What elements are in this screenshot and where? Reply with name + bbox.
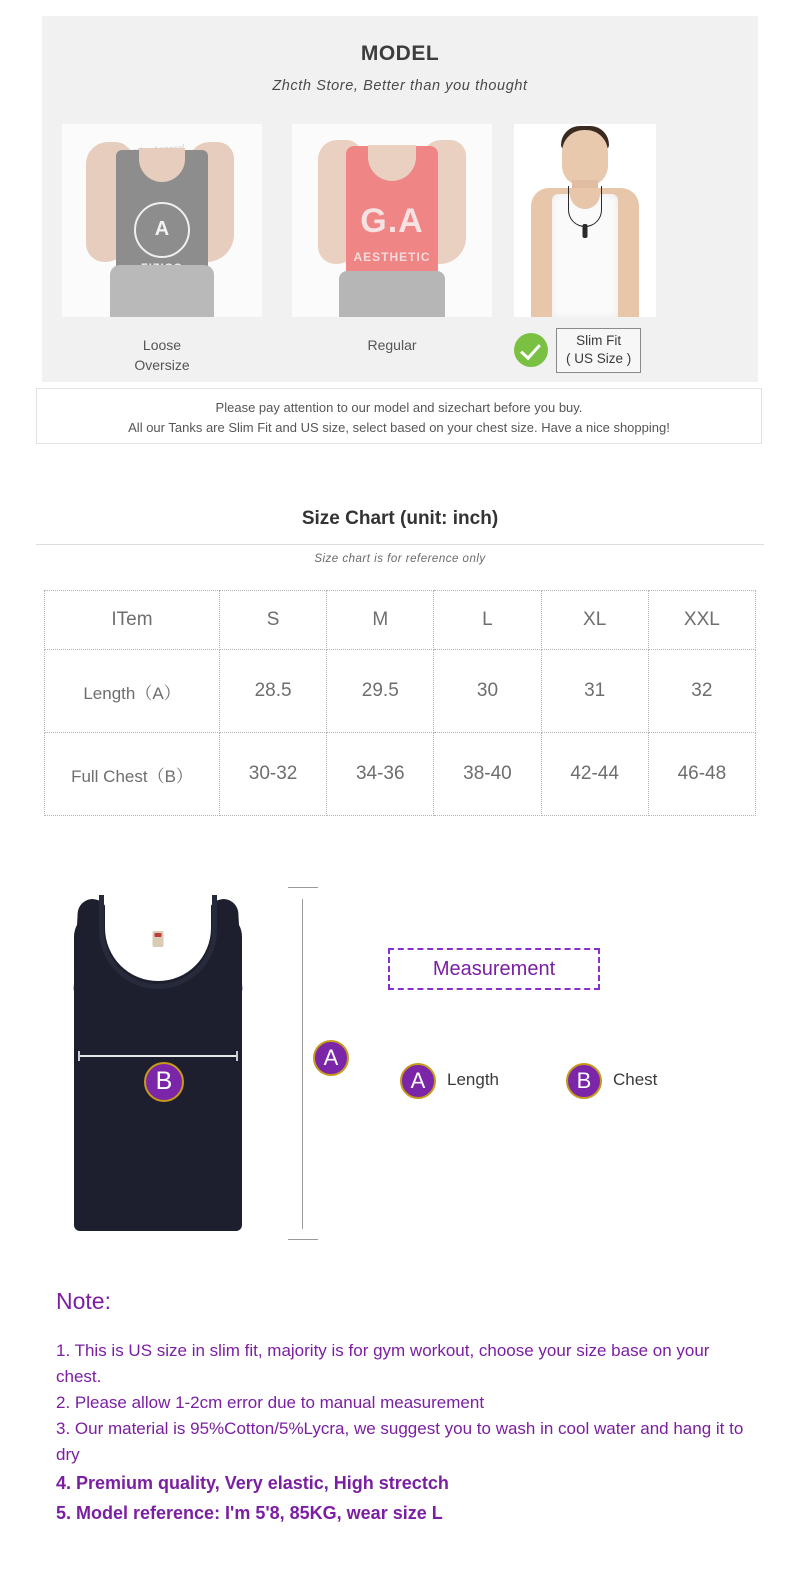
- chest-s: 30-32: [220, 733, 327, 816]
- table-row: [45, 733, 756, 816]
- table-row: [45, 650, 756, 733]
- model-subtitle: Zhcth Store, Better than you thought: [272, 78, 528, 94]
- regular-model-photo: [292, 124, 492, 317]
- chest-m: 34-36: [327, 733, 434, 816]
- row-label-chest: Full Chest（B）: [45, 733, 220, 816]
- notes-list: [56, 1338, 756, 1528]
- legend-marker-b: B: [566, 1063, 602, 1099]
- table-header-item: ITem: [45, 591, 220, 650]
- tank-top-illustration: [62, 889, 254, 1234]
- slim-fit-label-line1: Slim Fit: [576, 332, 622, 348]
- length-l: 30: [434, 650, 541, 733]
- loose-caption-line2: Oversize: [134, 357, 190, 373]
- loose-model-photo: [62, 124, 262, 317]
- marker-a-length: A: [313, 1040, 349, 1076]
- legend-label-length: Length: [447, 1070, 499, 1089]
- size-chart-title: Size Chart (unit: inch): [301, 508, 499, 529]
- regular-caption-line1: Regular: [367, 337, 417, 353]
- length-m: 29.5: [327, 650, 434, 733]
- marker-b-chest: B: [144, 1062, 184, 1102]
- figure-pants: [110, 265, 214, 317]
- row-label-length: Length（A）: [45, 650, 220, 733]
- slim-model-photo: [514, 124, 656, 317]
- check-icon: [514, 333, 548, 367]
- legend-label-chest: Chest: [613, 1070, 658, 1089]
- table-header-xl: XL: [541, 591, 648, 650]
- size-chart-subtitle: Size chart is for reference only: [314, 553, 486, 565]
- loose-caption-line1: Loose: [142, 337, 182, 353]
- table-header-l: L: [434, 591, 541, 650]
- garment-emblem-icon: A: [134, 202, 190, 258]
- chest-xxl: 46-48: [648, 733, 755, 816]
- measurement-diagram: [0, 875, 800, 1265]
- slim-fit-label-line2: ( US Size ): [566, 350, 632, 366]
- table-header-s: S: [220, 591, 327, 650]
- brand-tag-icon: [153, 931, 164, 947]
- fit-option-slim[interactable]: [514, 124, 656, 317]
- length-measure-line: [302, 899, 303, 1229]
- legend-marker-a: A: [400, 1063, 436, 1099]
- chest-xl: 42-44: [541, 733, 648, 816]
- fit-option-regular[interactable]: [292, 124, 492, 355]
- note-item: 1. This is US size in slim fit, majority is for gym workout, choose your size base on your chest.: [56, 1341, 710, 1386]
- pendant-icon: [583, 224, 588, 238]
- regular-caption: [292, 335, 492, 355]
- note-item: 2. Please allow 1-2cm error due to manual measurement: [56, 1393, 485, 1412]
- notice-line-1: Please pay attention to our model and sizechart before you buy.: [215, 400, 583, 415]
- notice-line-2: All our Tanks are Slim Fit and US size, select based on your chest size. Have a nice shopping!: [128, 420, 670, 435]
- notice-box: [36, 388, 762, 444]
- notes-heading: Note:: [56, 1288, 111, 1314]
- note-item: 3. Our material is 95%Cotton/5%Lycra, we suggest you to wash in cool water and hang it to dry: [56, 1419, 744, 1464]
- model-title: MODEL: [360, 42, 440, 65]
- size-chart-table: [44, 590, 756, 816]
- garment-logo-text: G.A: [360, 202, 424, 240]
- measurement-box-label: Measurement: [388, 948, 600, 990]
- garment-logo-subtext: AESTHETIC: [353, 250, 431, 264]
- table-header-xxl: XXL: [648, 591, 755, 650]
- figure-pants: [339, 271, 445, 317]
- note-item: 4. Premium quality, Very elastic, High strectch: [56, 1473, 449, 1493]
- size-chart-divider: [36, 544, 764, 545]
- fit-option-loose[interactable]: [62, 124, 262, 375]
- length-s: 28.5: [220, 650, 327, 733]
- table-header-m: M: [327, 591, 434, 650]
- slim-fit-box: [556, 328, 641, 373]
- length-measure-cap-bottom: [288, 1239, 318, 1240]
- tank-shape: [62, 889, 254, 1234]
- length-measure-cap-top: [288, 887, 318, 888]
- loose-caption: [62, 335, 262, 375]
- chest-l: 38-40: [434, 733, 541, 816]
- note-item: 5. Model reference: I'm 5'8, 85KG, wear size L: [56, 1503, 443, 1523]
- length-xxl: 32: [648, 650, 755, 733]
- length-xl: 31: [541, 650, 648, 733]
- necklace-icon: [568, 186, 602, 227]
- table-header-row: [45, 591, 756, 650]
- slim-fit-selection[interactable]: [514, 324, 674, 376]
- figure-head: [562, 130, 608, 186]
- chest-measure-line: [78, 1055, 238, 1057]
- model-panel: [42, 16, 758, 382]
